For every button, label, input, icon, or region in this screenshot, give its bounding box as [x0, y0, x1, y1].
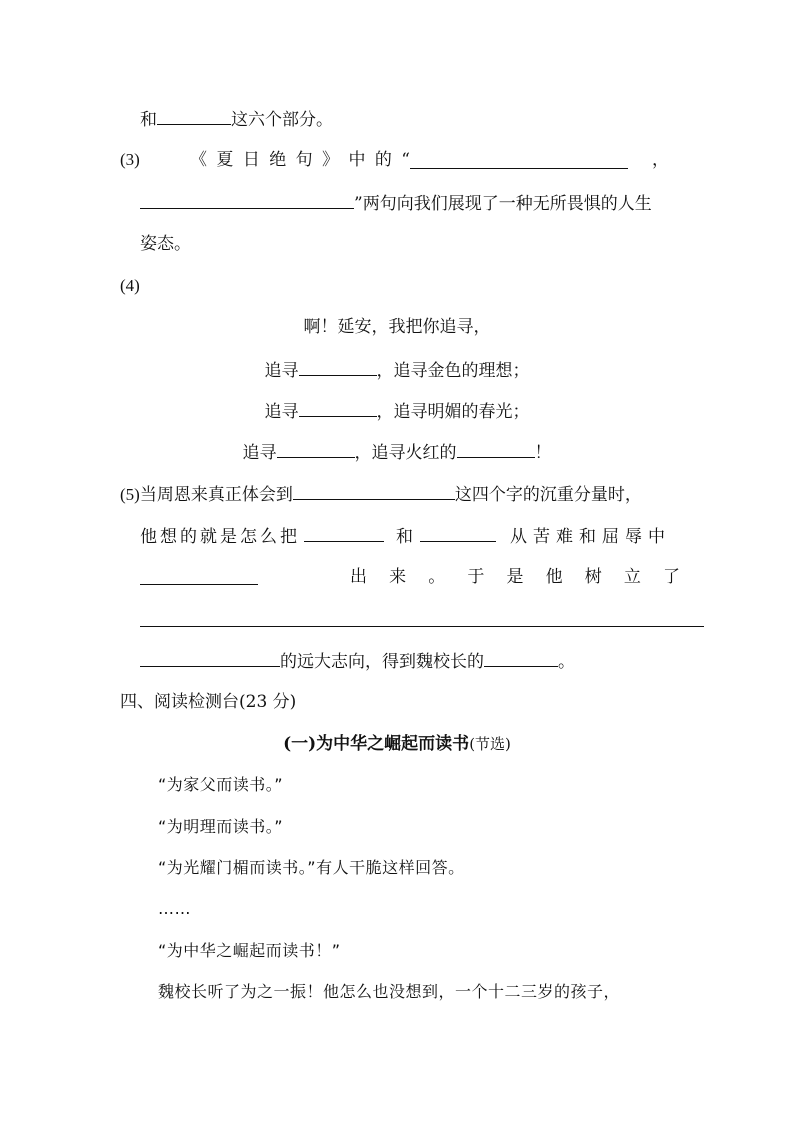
answer-blank[interactable]	[157, 106, 231, 125]
passage-paragraph: “为明理而读书。”	[158, 817, 284, 836]
poem-text: 追寻	[264, 402, 299, 422]
q5-char: 立	[623, 567, 641, 587]
q5-char: 于	[467, 567, 485, 587]
answer-blank[interactable]	[140, 648, 280, 667]
q3-char: 句	[295, 150, 313, 170]
q5-text: 和	[396, 527, 416, 547]
q5-char: 树	[584, 567, 602, 587]
passage-paragraph: 魏校长听了为之一振！他怎么也没想到，一个十二三岁的孩子，	[158, 982, 621, 1001]
q5-char: 他	[545, 567, 563, 587]
q5-line2	[140, 523, 671, 549]
passage-ellipsis: ……	[158, 899, 191, 918]
answer-blank[interactable]	[484, 648, 558, 667]
q5-text: 这四个字的沉重分量时，	[454, 485, 642, 505]
q2-tail-pre: 和	[140, 110, 157, 130]
q3-char: 夏	[216, 150, 234, 170]
passage-paragraph: “为家父而读书。”	[158, 775, 284, 794]
answer-blank[interactable]	[410, 150, 628, 169]
answer-blank[interactable]	[457, 439, 535, 458]
q3-line3: 姿态。	[140, 234, 191, 254]
q5-line5	[140, 648, 575, 674]
poem-text: ，追寻火红的	[354, 443, 457, 463]
q3-char: 绝	[269, 150, 287, 170]
q3-char: 》	[322, 150, 340, 170]
q5-line3-chars	[350, 565, 680, 589]
q3-comma: ，	[652, 150, 669, 170]
q3-char: 中	[348, 150, 366, 170]
poem-line-4	[0, 439, 794, 465]
section-heading: 四、阅读检测台(23 分)	[120, 692, 297, 712]
q2-tail-post: 这六个部分。	[231, 110, 333, 130]
q3-char: 的	[374, 150, 392, 170]
answer-blank[interactable]	[140, 566, 258, 585]
passage-paragraph: “为光耀门楣而读书。”有人干脆这样回答。	[158, 858, 465, 877]
q3-char: “	[401, 150, 410, 170]
poem-text: ，追寻金色的理想；	[376, 361, 530, 381]
poem-text: 追寻	[264, 361, 299, 381]
poem-text: 追寻	[242, 443, 277, 463]
q5-text: 从苦难和屈辱中	[510, 527, 671, 547]
poem-text: ！	[534, 443, 552, 463]
answer-blank[interactable]	[304, 523, 384, 542]
q3-lead-chars	[190, 148, 410, 172]
q5-line1	[120, 481, 642, 507]
q3-line2	[140, 190, 652, 216]
q3-line2-text: ”两句向我们展现了一种无所畏惧的人生	[354, 194, 652, 214]
answer-blank[interactable]	[299, 357, 377, 376]
poem-text: ，追寻明媚的春光；	[376, 402, 530, 422]
q5-char: 是	[506, 567, 524, 587]
q5-char: 。	[428, 567, 446, 587]
q2-tail-line	[140, 106, 333, 132]
q5-char: 出	[350, 567, 367, 587]
answer-blank[interactable]	[299, 398, 377, 417]
q5-text: 的远大志向，得到魏校长的	[280, 652, 484, 672]
answer-blank[interactable]	[293, 481, 455, 500]
q5-char: 来	[389, 567, 407, 587]
q5-text: 当周恩来真正体会到	[139, 485, 293, 505]
q3-number: (3)	[120, 150, 140, 169]
answer-blank[interactable]	[277, 439, 355, 458]
answer-blank[interactable]	[140, 190, 354, 209]
poem-line-2	[0, 357, 794, 383]
q5-number: (5)	[120, 485, 140, 504]
passage-title	[0, 732, 794, 756]
poem-line-3	[0, 398, 794, 424]
passage-title-text: (一)为中华之崛起而读书	[283, 734, 470, 754]
q3-char: 日	[242, 150, 260, 170]
passage-title-note: (节选)	[469, 735, 511, 753]
q4-number: (4)	[120, 276, 140, 295]
q5-char: 了	[663, 567, 680, 587]
q5-text: 他想的就是怎么把	[140, 527, 300, 547]
poem-line-1: 啊！延安，我把你追寻，	[303, 317, 491, 337]
answer-blank[interactable]	[420, 523, 496, 542]
q5-text: 。	[558, 652, 575, 672]
answer-blank[interactable]	[140, 608, 704, 627]
passage-paragraph: “为中华之崛起而读书！”	[158, 941, 341, 960]
q3-char: 《	[190, 150, 207, 170]
